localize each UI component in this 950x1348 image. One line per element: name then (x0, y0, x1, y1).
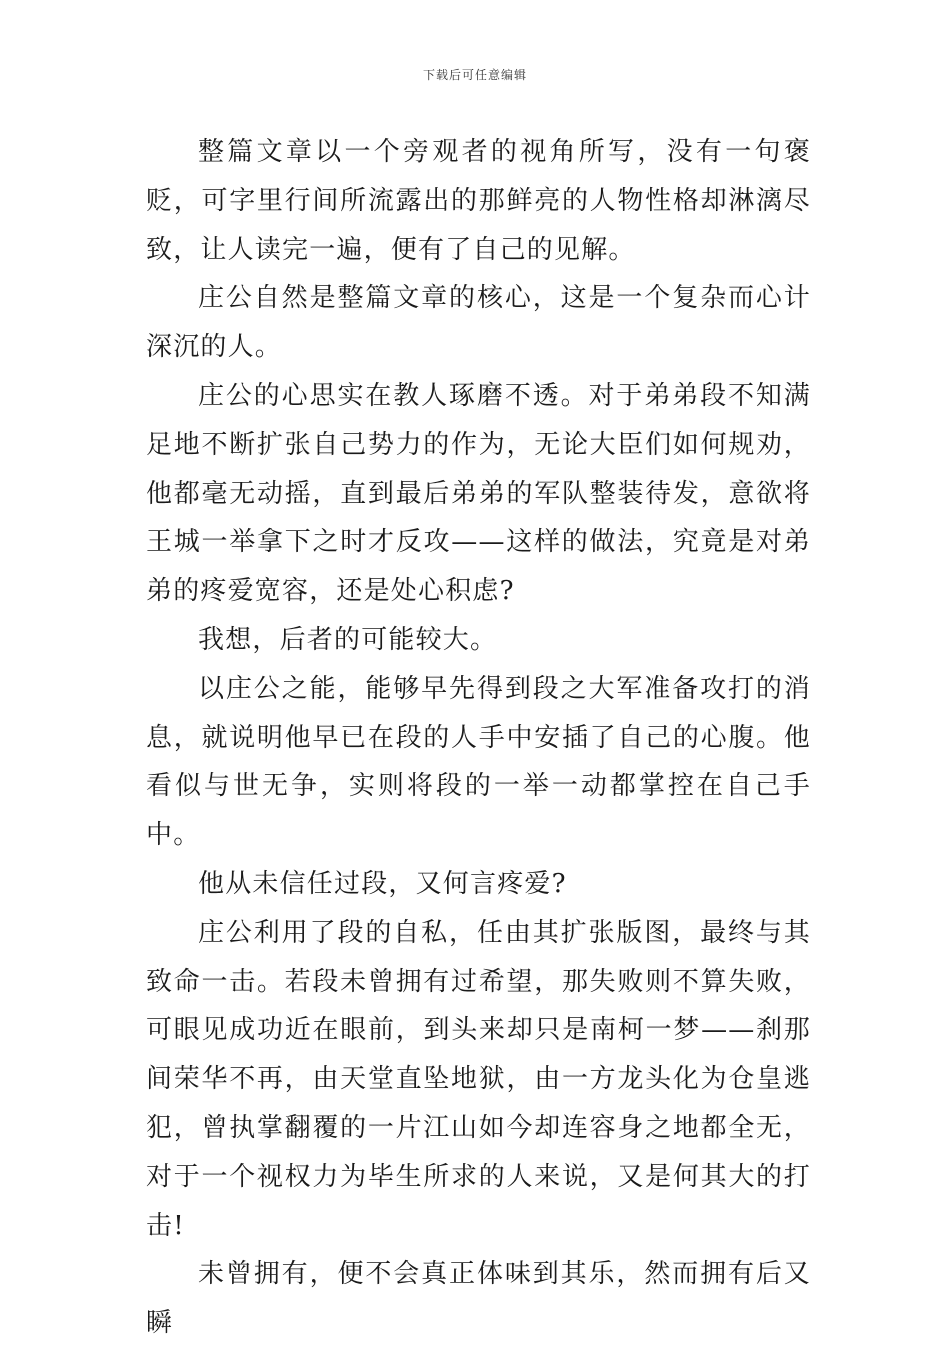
paragraph: 整篇文章以一个旁观者的视角所写，没有一句褒贬，可字里行间所流露出的那鲜亮的人物性格却淋漓尽致，让人读完一遍，便有了自己的见解。 (146, 137, 811, 265)
paragraph: 庄公的心思实在教人琢磨不透。对于弟弟段不知满足地不断扩张自己势力的作为，无论大臣们如何规劝，他都毫无动摇，直到最后弟弟的军队整装待发，意欲将王城一举拿下之时才反攻——这样的做法，究竟是对弟弟的疼爱宽容，还是处心积虑? (146, 380, 811, 607)
paragraph: 庄公利用了段的自私，任由其扩张版图，最终与其致命一击。若段未曾拥有过希望，那失败则不算失败，可眼见成功近在眼前，到头来却只是南柯一梦——刹那间荣华不再，由天堂直坠地狱，由一方龙头化为仓皇逃犯，曾执掌翻覆的一片江山如今却连容身之地都全无，对于一个视权力为毕生所求的人来说，又是何其大的打击! (146, 917, 811, 1241)
paragraph: 我想，后者的可能较大。 (198, 624, 498, 655)
paragraph: 未曾拥有，便不会真正体味到其乐，然而拥有后又瞬 (146, 1259, 811, 1339)
paragraph: 他从未信任过段，又何言疼爱? (198, 868, 567, 899)
paragraph: 以庄公之能，能够早先得到段之大军准备攻打的消息，就说明他早已在段的人手中安插了自己的心腹。他看似与世无争，实则将段的一举一动都掌控在自己手中。 (146, 673, 811, 851)
document-body (146, 128, 811, 1348)
page-header: 下载后可任意编辑 (422, 68, 527, 82)
paragraph: 庄公自然是整篇文章的核心，这是一个复杂而心计深沉的人。 (146, 283, 811, 363)
